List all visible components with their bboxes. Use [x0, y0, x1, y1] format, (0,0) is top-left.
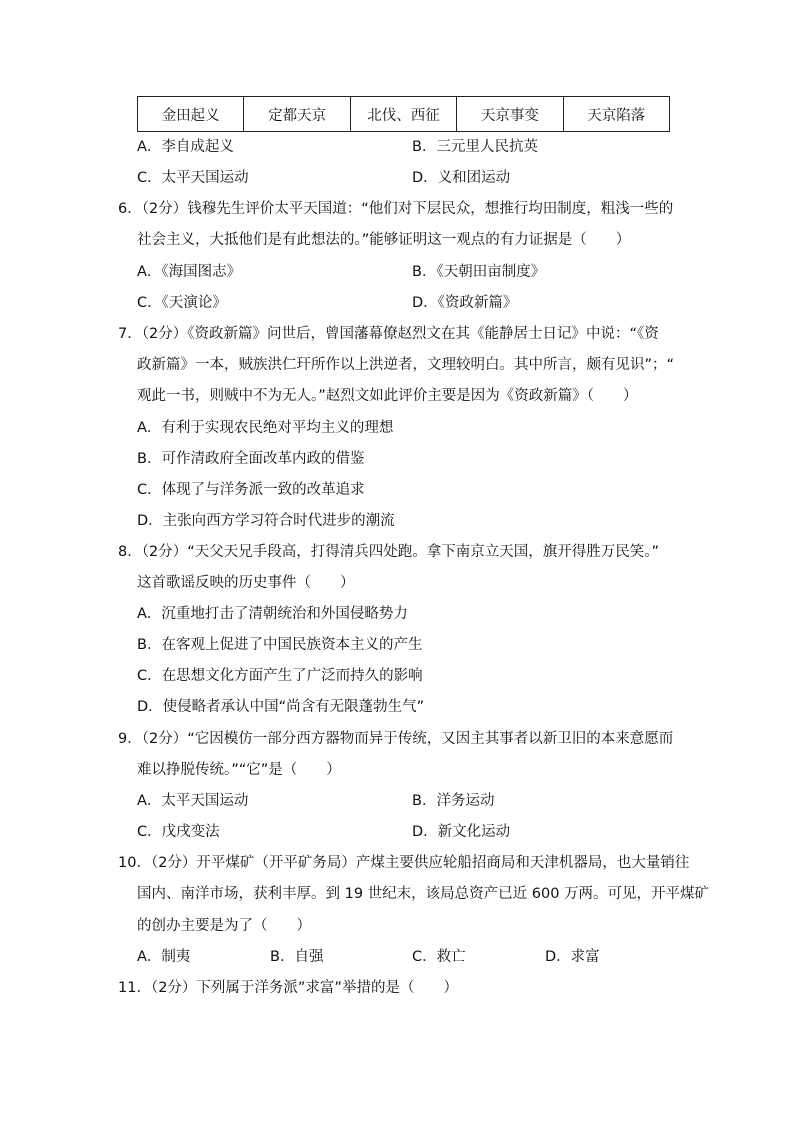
table-cell: 天京陷落	[563, 97, 669, 132]
option-d: D．义和团运动	[412, 170, 511, 186]
option-a: A．《海国图志》	[137, 264, 242, 280]
option-b: B．可作清政府全面改革内政的借鉴	[137, 451, 365, 467]
option-d: D．求富	[545, 949, 600, 965]
option-d: D．《资政新篇》	[412, 295, 518, 311]
table-cell: 定都天京	[244, 97, 350, 132]
option-d: D．使侵略者承认中国“尚含有无限蓬勃生气”	[137, 699, 425, 715]
option-c: C．体现了与洋务派一致的改革追求	[137, 482, 365, 498]
question-stem-line: 7．（2分）《资政新篇》问世后，曾国藩幕僚赵烈文在其《能静居士日记》中说：“《资	[118, 326, 659, 342]
option-a: A．沉重地打击了清朝统治和外国侵略势力	[137, 606, 408, 622]
option-d: D．新文化运动	[412, 824, 511, 840]
question-stem-line: 11．（2分）下列属于洋务派”求富”举措的是（ ）	[118, 980, 458, 996]
option-a: A．李自成起义	[137, 139, 234, 155]
question-stem-line: 9．（2分）“它因模仿一部分西方器物而异于传统，又因主其事者以新卫旧的本来意愿而	[118, 731, 674, 747]
option-c: C．救亡	[412, 949, 466, 965]
question-stem-line: 社会主义，大抵他们是有此想法的。”能够证明这一观点的有力证据是（ ）	[137, 232, 631, 248]
question-stem-line: 观此一书，则贼中不为无人。”赵烈文如此评价主要是因为《资政新篇》（ ）	[137, 388, 638, 404]
option-a: A．有利于实现农民绝对平均主义的理想	[137, 420, 394, 436]
question-stem-line: 8．（2分）“天父天兄手段高，打得清兵四处跑。拿下南京立天国，旗开得胜万民笑。”	[118, 544, 659, 560]
option-b: B．三元里人民抗英	[412, 139, 538, 155]
option-c: C．戊戌变法	[137, 824, 220, 840]
option-c: C．在思想文化方面产生了广泛而持久的影响	[137, 668, 423, 684]
option-b: B．在客观上促进了中国民族资本主义的产生	[137, 637, 423, 653]
option-d: D．主张向西方学习符合时代进步的潮流	[137, 513, 395, 529]
question-stem-line: 国内、南洋市场，获利丰厚。到 19 世纪末，该局总资产已近 600 万两。可见，开平煤矿	[137, 886, 710, 902]
question-stem-line: 政新篇》一本，贼族洪仁玕所作以上洪逆者，文理较明白。其中所言，颇有见识”；“	[137, 357, 675, 373]
option-b: B．《天朝田亩制度》	[412, 264, 546, 280]
table-cell: 天京事变	[457, 97, 563, 132]
option-a: A．太平天国运动	[137, 793, 249, 809]
option-a: A．制夷	[137, 949, 191, 965]
table-cell: 北伐、西征	[350, 97, 456, 132]
option-c: C．太平天国运动	[137, 170, 249, 186]
option-b: B．自强	[270, 949, 324, 965]
events-table-row	[138, 97, 670, 132]
table-cell: 金田起义	[138, 97, 244, 132]
question-stem-line: 这首歌谣反映的历史事件（ ）	[137, 575, 355, 591]
option-c: C．《天演论》	[137, 295, 227, 311]
question-stem-line: 6．（2分）钱穆先生评价太平天国道：“他们对下层民众，想推行均田制度，粗浅一些的	[118, 201, 674, 217]
option-b: B．洋务运动	[412, 793, 495, 809]
question-stem-line: 10．（2分）开平煤矿（开平矿务局）产煤主要供应轮船招商局和天津机器局，也大量销往	[118, 855, 690, 871]
question-stem-line: 的创办主要是为了（ ）	[137, 918, 311, 934]
events-table	[137, 96, 670, 132]
question-stem-line: 难以挣脱传统。”“它”是（ ）	[137, 762, 341, 778]
